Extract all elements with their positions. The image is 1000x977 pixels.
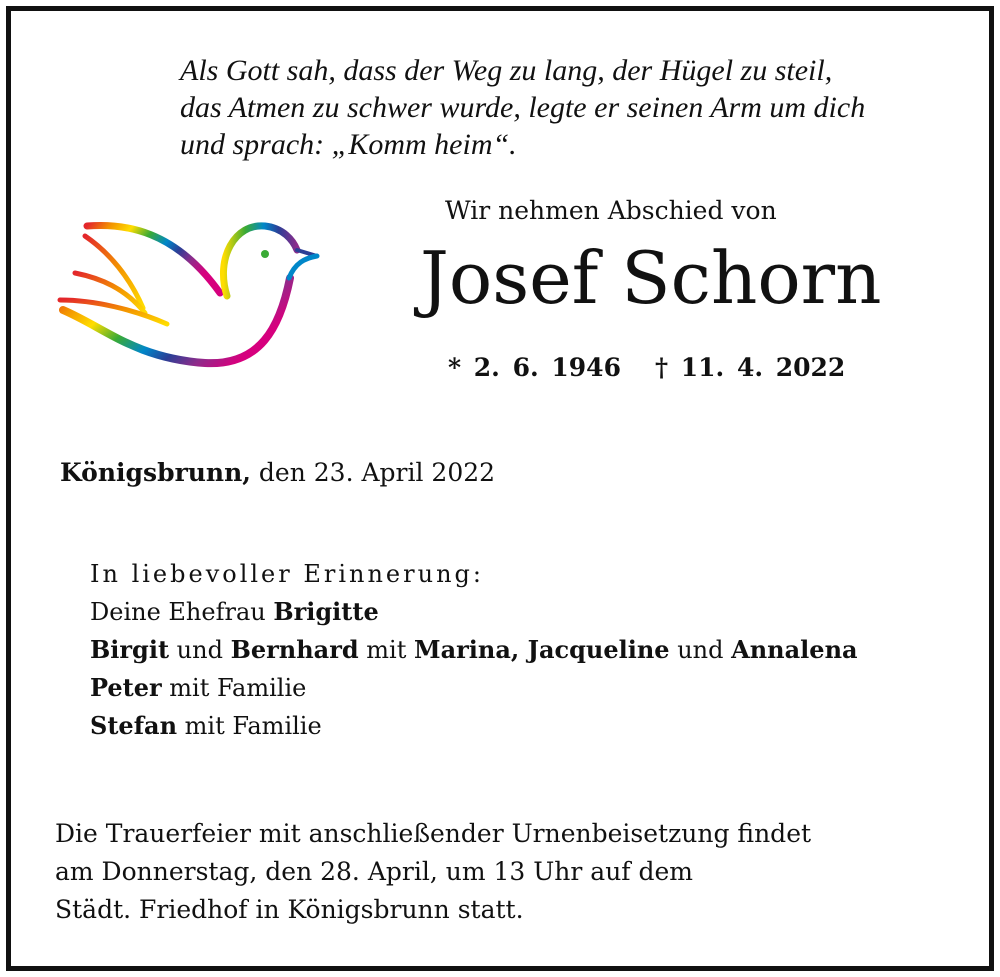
date-text: den 23. April 2022 <box>250 458 496 487</box>
mourner-line <box>90 631 858 669</box>
ceremony-notice <box>55 815 811 929</box>
life-dates <box>448 353 845 382</box>
ceremony-line: Städt. Friedhof in Königsbrunn statt. <box>55 895 524 924</box>
mourner-name: Peter <box>90 673 162 702</box>
mourners-heading: In liebevoller Erinnerung: <box>90 560 484 588</box>
mourner-name: Birgit <box>90 635 170 664</box>
mourner-name: Stefan <box>90 711 178 740</box>
mourner-name: Annalena <box>731 635 858 664</box>
deceased-name: Josef Schorn <box>420 236 882 320</box>
mourner-line <box>90 707 858 745</box>
mourners-block <box>90 556 858 745</box>
farewell-intro: Wir nehmen Abschied von <box>445 196 777 225</box>
quote-line: das Atmen zu schwer wurde, legte er seinen Arm um dich <box>180 91 866 124</box>
mourner-text: und <box>169 636 231 664</box>
death-date: † 11. 4. 2022 <box>654 353 846 382</box>
quote-line: und sprach: „Komm heim“. <box>180 128 517 161</box>
ceremony-line: am Donnerstag, den 28. April, um 13 Uhr auf dem <box>55 857 694 886</box>
birth-date: * 2. 6. 1946 <box>448 353 621 382</box>
mourner-text: Deine Ehefrau <box>90 598 274 626</box>
mourner-name: Bernhard <box>230 635 359 664</box>
mourner-text: mit Familie <box>177 712 322 740</box>
mourner-text: und <box>669 636 732 664</box>
place-name: Königsbrunn, <box>60 458 251 487</box>
mourner-name: Marina, Jacqueline <box>414 635 670 664</box>
mourner-line <box>90 593 858 631</box>
place-date <box>60 458 495 487</box>
ceremony-line: Die Trauerfeier mit anschließender Urnenbeisetzung findet <box>55 819 812 848</box>
mourner-text: mit Familie <box>161 674 307 702</box>
mourner-text: mit <box>358 636 414 664</box>
quote-block <box>180 52 960 163</box>
quote-line: Als Gott sah, dass der Weg zu lang, der Hügel zu steil, <box>180 54 833 87</box>
mourner-line <box>90 669 858 707</box>
mourner-name: Brigitte <box>273 597 379 626</box>
rainbow-dove-icon <box>55 218 325 378</box>
